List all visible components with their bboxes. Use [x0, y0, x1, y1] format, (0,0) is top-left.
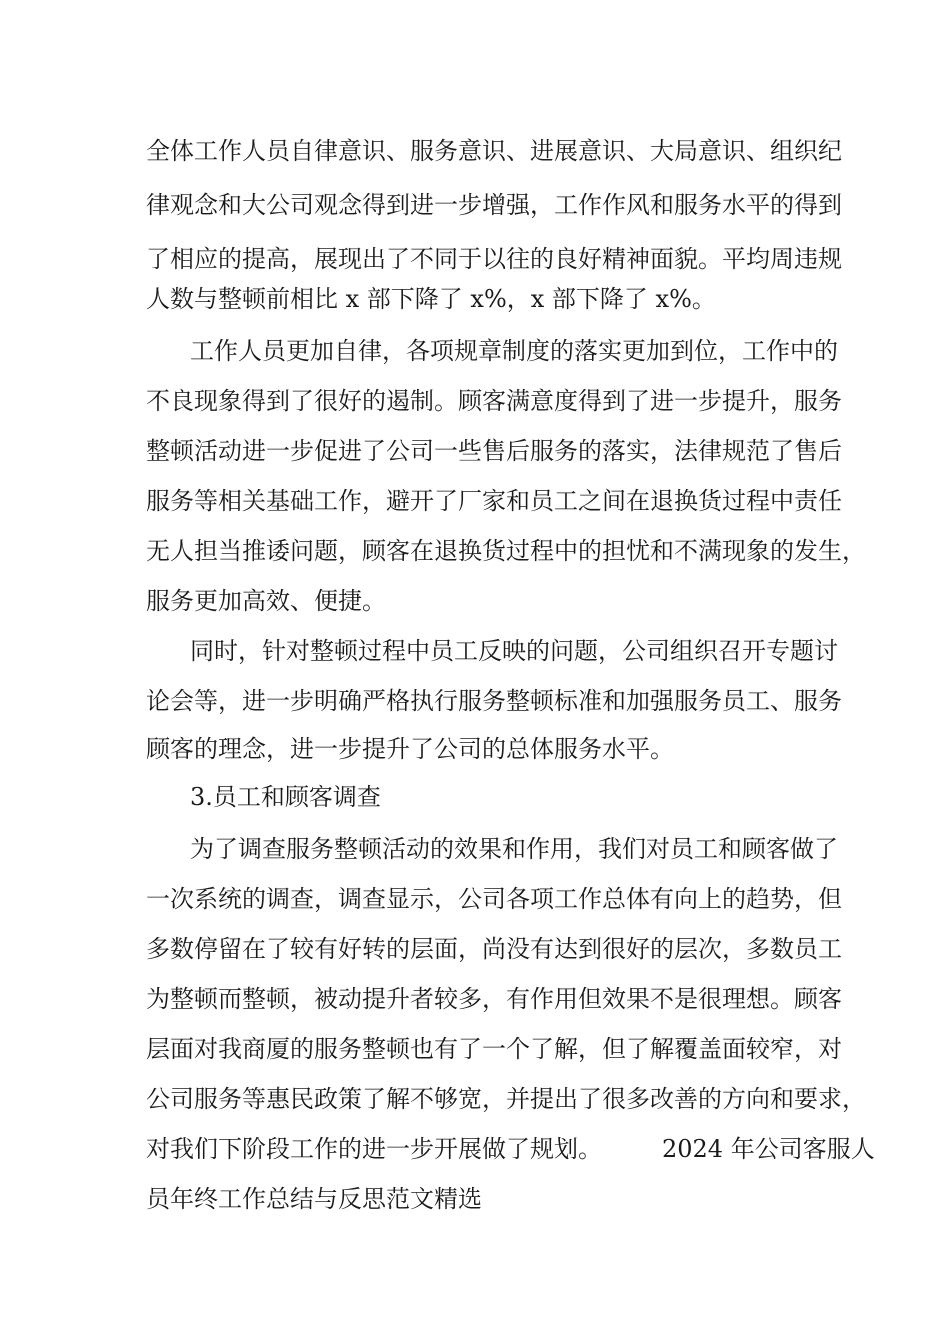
- body-text-line: 不良现象得到了很好的遏制。顾客满意度得到了进一步提升，服务: [146, 387, 842, 415]
- body-text-line: 对我们下阶段工作的进一步开展做了规划。 2024 年公司客服人: [146, 1135, 875, 1163]
- body-text-line: 服务更加高效、便捷。: [146, 587, 386, 615]
- paragraph-first-line: 为了调查服务整顿活动的效果和作用，我们对员工和顾客做了: [190, 835, 838, 863]
- body-text-line: 多数停留在了较有好转的层面，尚没有达到很好的层次，多数员工: [146, 935, 842, 963]
- body-text-line: 一次系统的调查，调查显示，公司各项工作总体有向上的趋势，但: [146, 885, 842, 913]
- body-text-line: 顾客的理念，进一步提升了公司的总体服务水平。: [146, 735, 674, 763]
- body-text-line: 整顿活动进一步促进了公司一些售后服务的落实，法律规范了售后: [146, 437, 842, 465]
- body-text-line: 为整顿而整顿，被动提升者较多，有作用但效果不是很理想。顾客: [146, 985, 842, 1013]
- body-text-line: 了相应的提高，展现出了不同于以往的良好精神面貌。平均周违规: [146, 245, 842, 273]
- body-text-line: 人数与整顿前相比 x 部下降了 x%，x 部下降了 x%。: [146, 285, 716, 313]
- paragraph-first-line: 同时，针对整顿过程中员工反映的问题，公司组织召开专题讨: [190, 637, 838, 665]
- body-text-line: 服务等相关基础工作，避开了厂家和员工之间在退换货过程中责任: [146, 487, 842, 515]
- body-text-line: 无人担当推诿问题，顾客在退换货过程中的担忧和不满现象的发生，: [146, 537, 866, 565]
- body-text-line: 论会等，进一步明确严格执行服务整顿标准和加强服务员工、服务: [146, 687, 842, 715]
- body-text-line: 全体工作人员自律意识、服务意识、进展意识、大局意识、组织纪: [146, 137, 842, 165]
- body-text-line: 公司服务等惠民政策了解不够宽，并提出了很多改善的方向和要求，: [146, 1085, 866, 1113]
- body-text-line: 律观念和大公司观念得到进一步增强，工作作风和服务水平的得到: [146, 191, 842, 219]
- body-text-line: 层面对我商厦的服务整顿也有了一个了解，但了解覆盖面较窄，对: [146, 1035, 842, 1063]
- paragraph-first-line: 工作人员更加自律，各项规章制度的落实更加到位，工作中的: [190, 337, 838, 365]
- section-heading: 3.员工和顾客调查: [190, 783, 381, 811]
- body-text-line: 员年终工作总结与反思范文精选: [146, 1185, 482, 1213]
